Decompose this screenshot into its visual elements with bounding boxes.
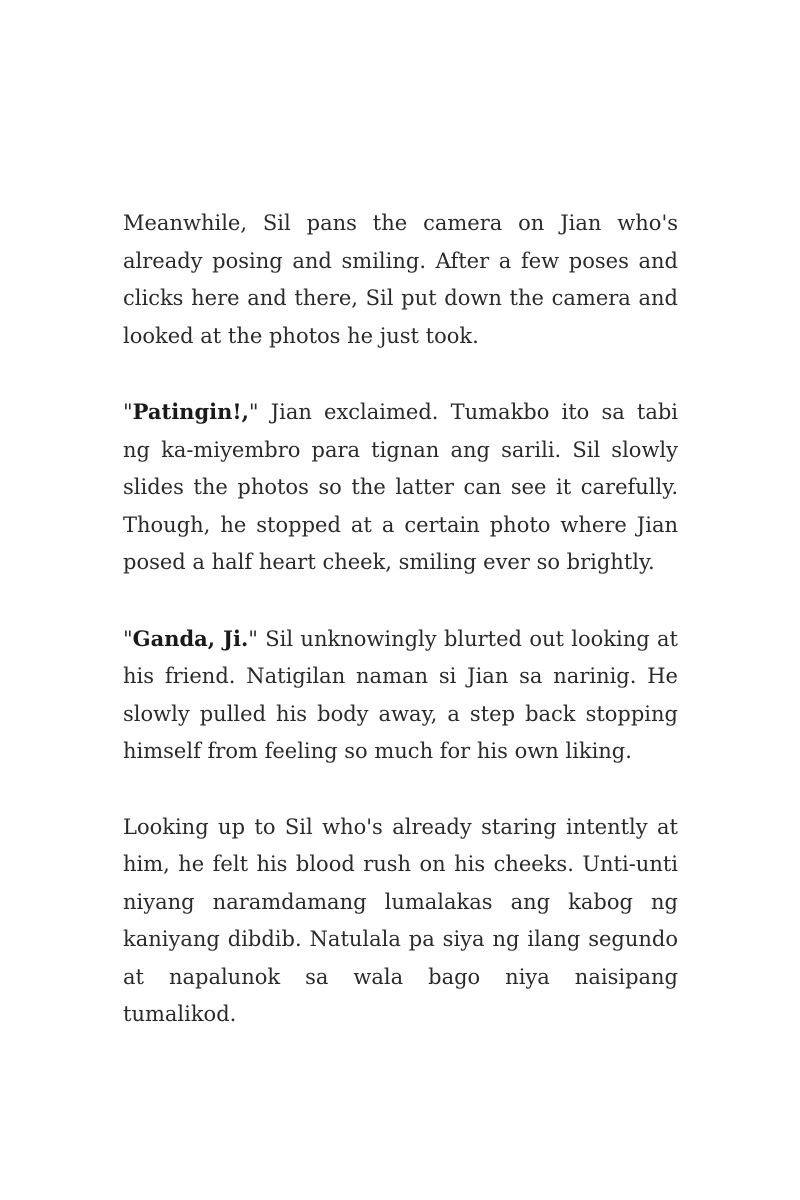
- paragraph-2-text: " Jian exclaimed. Tumakbo ito sa tabi ng ka-miyembro para tignan ang sarili. Sil slowly slides the photos so the latter can see it carefully. Though, he stopped at a certain photo where Jian posed a half heart cheek, smiling ever so brightly.: [123, 399, 678, 575]
- dialogue-patingin: Patingin!,: [132, 398, 249, 424]
- paragraph-3: [123, 620, 678, 771]
- paragraph-4-text: Looking up to Sil who's already staring intently at him, he felt his blood rush on his cheeks. Unti-unti niyang naramdamang lumalakas ang kabog ng kaniyang dibdib. Natulala pa siya ng ilang segundo at napalunok sa wala bago niya naisipang tumalikod.: [123, 814, 678, 1027]
- story-page: [123, 205, 678, 1034]
- paragraph-2: [123, 393, 678, 582]
- paragraph-3-text: " Sil unknowingly blurted out looking at his friend. Natigilan naman si Jian sa narinig. He slowly pulled his body away, a step back stopping himself from feeling so much for his own liking.: [123, 626, 678, 764]
- paragraph-1-text: Meanwhile, Sil pans the camera on Jian who's already posing and smiling. After a few poses and clicks here and there, Sil put down the camera and looked at the photos he just took.: [123, 211, 678, 348]
- dialogue-ganda: Ganda, Ji.: [132, 625, 249, 651]
- paragraph-1: [123, 205, 678, 355]
- paragraph-4: [123, 809, 678, 1035]
- open-quote: ": [123, 626, 133, 651]
- open-quote: ": [123, 399, 133, 424]
